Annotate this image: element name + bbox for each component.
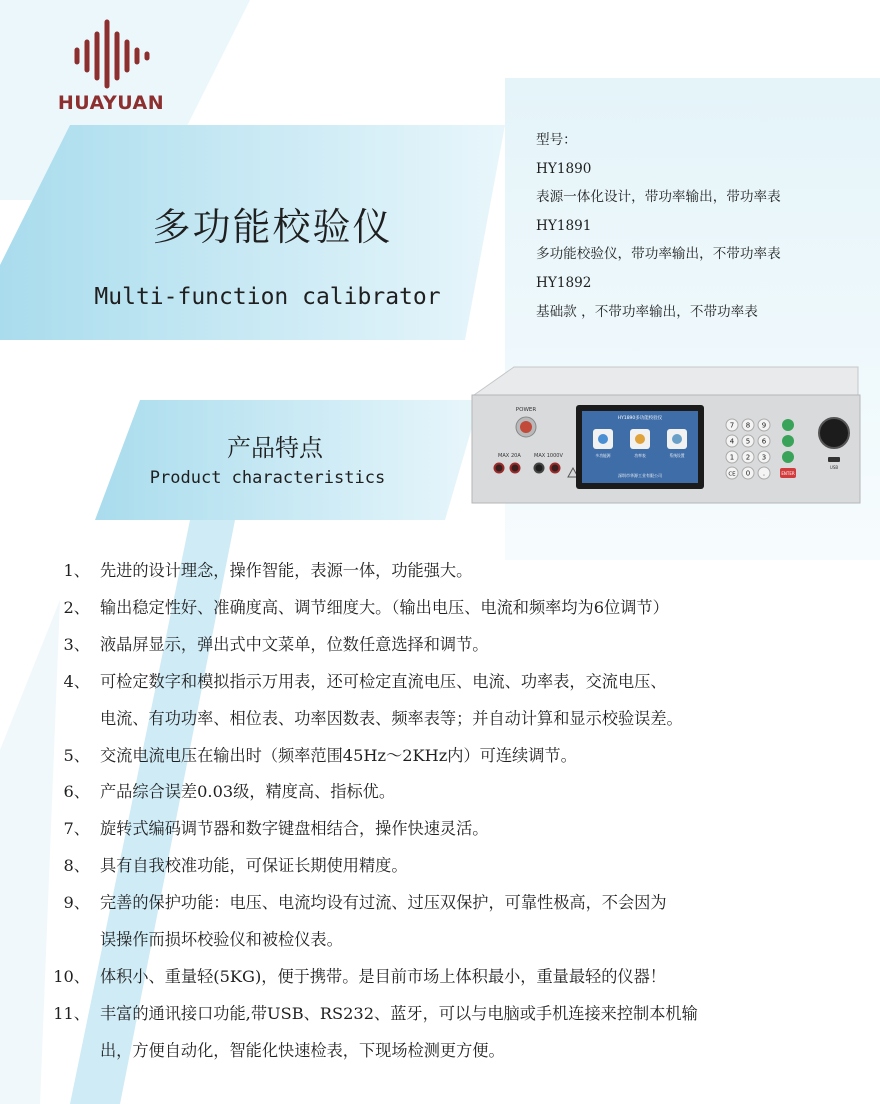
list-number: 10、 (53, 966, 90, 986)
list-number: 6、 (63, 782, 90, 802)
keypad-key: 7 (729, 421, 735, 430)
terminal-label: MAX 1000V (534, 453, 563, 459)
list-item (44, 774, 864, 811)
list-number: 3、 (63, 634, 90, 654)
list-item (44, 553, 864, 590)
power-icon (520, 421, 532, 433)
list-item (44, 959, 864, 996)
list-text: 旋转式编码调节器和数字键盘相结合，操作快速灵活。 (100, 819, 489, 839)
brand-logo (56, 14, 166, 114)
list-number: 5、 (63, 745, 90, 765)
model-desc: 表源一体化设计，带功率输出，带功率表 (536, 189, 781, 206)
arrow-up-key-icon (782, 419, 794, 431)
screen-footer: 深圳市华源工业有限公司 (618, 473, 662, 478)
terminal-label: 20A (511, 453, 521, 459)
keypad-key: 4 (729, 437, 735, 446)
arrow-down-key-icon (782, 451, 794, 463)
list-text: 丰富的通讯接口功能,带USB、RS232、蓝牙，可以与电脑或手机连接来控制本机输 (100, 1003, 698, 1023)
model-desc: 多功能校验仪，带功率输出，不带功率表 (536, 246, 781, 263)
list-item (44, 590, 864, 627)
keypad-key: 8 (745, 421, 751, 430)
usb-port-icon (828, 457, 840, 462)
model-name: HY1892 (536, 274, 592, 291)
terminal-jack (511, 464, 520, 473)
section-title: 产品特点 (227, 434, 323, 462)
list-item (44, 738, 864, 775)
list-text: 完善的保护功能：电压、电流均设有过流、过压双保护，可靠性极高，不会因为 (100, 893, 667, 913)
model-name: HY1890 (536, 160, 592, 177)
power-label: POWER (515, 407, 537, 413)
terminal-jack (535, 464, 544, 473)
screen-icon-label: 系统设置 (669, 453, 685, 458)
section-subtitle: Product characteristics (149, 468, 386, 488)
list-number: 4、 (63, 671, 90, 691)
model-name: HY1891 (536, 217, 592, 234)
keypad-key: 3 (761, 453, 767, 462)
keypad-key: 1 (729, 453, 735, 462)
list-text: 液晶屏显示，弹出式中文菜单，位数任意选择和调节。 (100, 634, 489, 654)
settings-icon (672, 434, 682, 444)
plus-minus-key-icon (782, 435, 794, 447)
list-text-continued: 误操作而损坏校验仪和被检仪表。 (100, 930, 343, 950)
terminal-label: MAX (498, 453, 510, 459)
list-number: 8、 (63, 856, 90, 876)
brand-name: HUAYUAN (57, 92, 165, 114)
list-item (44, 627, 864, 664)
feature-list (44, 553, 864, 1070)
list-text: 体积小、重量轻(5KG)，便于携带。是目前市场上体积最小，重量最轻的仪器！ (100, 966, 666, 986)
keypad-key: 5 (745, 437, 751, 446)
list-item (44, 848, 864, 885)
keypad-key: CE (728, 471, 736, 478)
device-lid (474, 367, 858, 395)
list-item (44, 885, 864, 959)
keypad-key: 2 (745, 453, 751, 462)
list-item (44, 664, 864, 738)
rotary-knob-icon (819, 418, 849, 448)
list-text-continued: 出，方便自动化，智能化快速检表，下现场检测更方便。 (100, 1040, 505, 1060)
list-number: 11、 (53, 1003, 90, 1023)
list-text-continued: 电流、有功功率、相位表、功率因数表、频率表等；并自动计算和显示校验误差。 (100, 708, 683, 728)
list-text: 可检定数字和模拟指示万用表，还可检定直流电压、电流、功率表，交流电压、 (100, 671, 667, 691)
list-text: 产品综合误差0.03级，精度高、指标优。 (100, 782, 396, 802)
screen-icon-label: 功率表 (634, 453, 646, 458)
model-label: 型号： (536, 132, 577, 148)
keypad-key: 6 (761, 437, 767, 446)
device-photo (466, 365, 866, 505)
model-list (536, 126, 866, 326)
list-item (44, 811, 864, 848)
list-number: 9、 (63, 893, 90, 913)
list-number: 7、 (63, 819, 90, 839)
terminal-jack (551, 464, 560, 473)
keypad-key: 0 (745, 469, 751, 478)
list-text: 输出稳定性好、准确度高、调节细度大。（输出电压、电流和频率均为6位调节） (100, 597, 669, 617)
terminal-jack (495, 464, 504, 473)
model-desc: 基础款 ，不带功率输出，不带功率表 (536, 303, 758, 320)
list-number: 1、 (63, 561, 90, 580)
list-number: 2、 (63, 597, 90, 617)
source-icon (598, 434, 608, 444)
list-text: 先进的设计理念，操作智能，表源一体，功能强大。 (100, 561, 473, 580)
usb-label: USB (829, 465, 839, 470)
page-title: 多功能校验仪 (152, 205, 393, 249)
screen-title: HY1890多功能校验仪 (617, 416, 663, 421)
list-text: 具有自我校准功能，可保证长期使用精度。 (100, 856, 408, 876)
enter-key-label: ENTER (781, 471, 795, 476)
screen-icon-label: 多功能源 (595, 453, 611, 458)
sound-wave-logo-icon (56, 14, 166, 90)
meter-icon (635, 434, 645, 444)
list-text: 交流电流电压在输出时（频率范围45Hz～2KHz内）可连续调节。 (100, 745, 577, 765)
keypad-key: 9 (761, 421, 767, 430)
list-item (44, 996, 864, 1070)
keypad-key: . (762, 469, 766, 478)
page-subtitle: Multi-function calibrator (94, 284, 441, 310)
